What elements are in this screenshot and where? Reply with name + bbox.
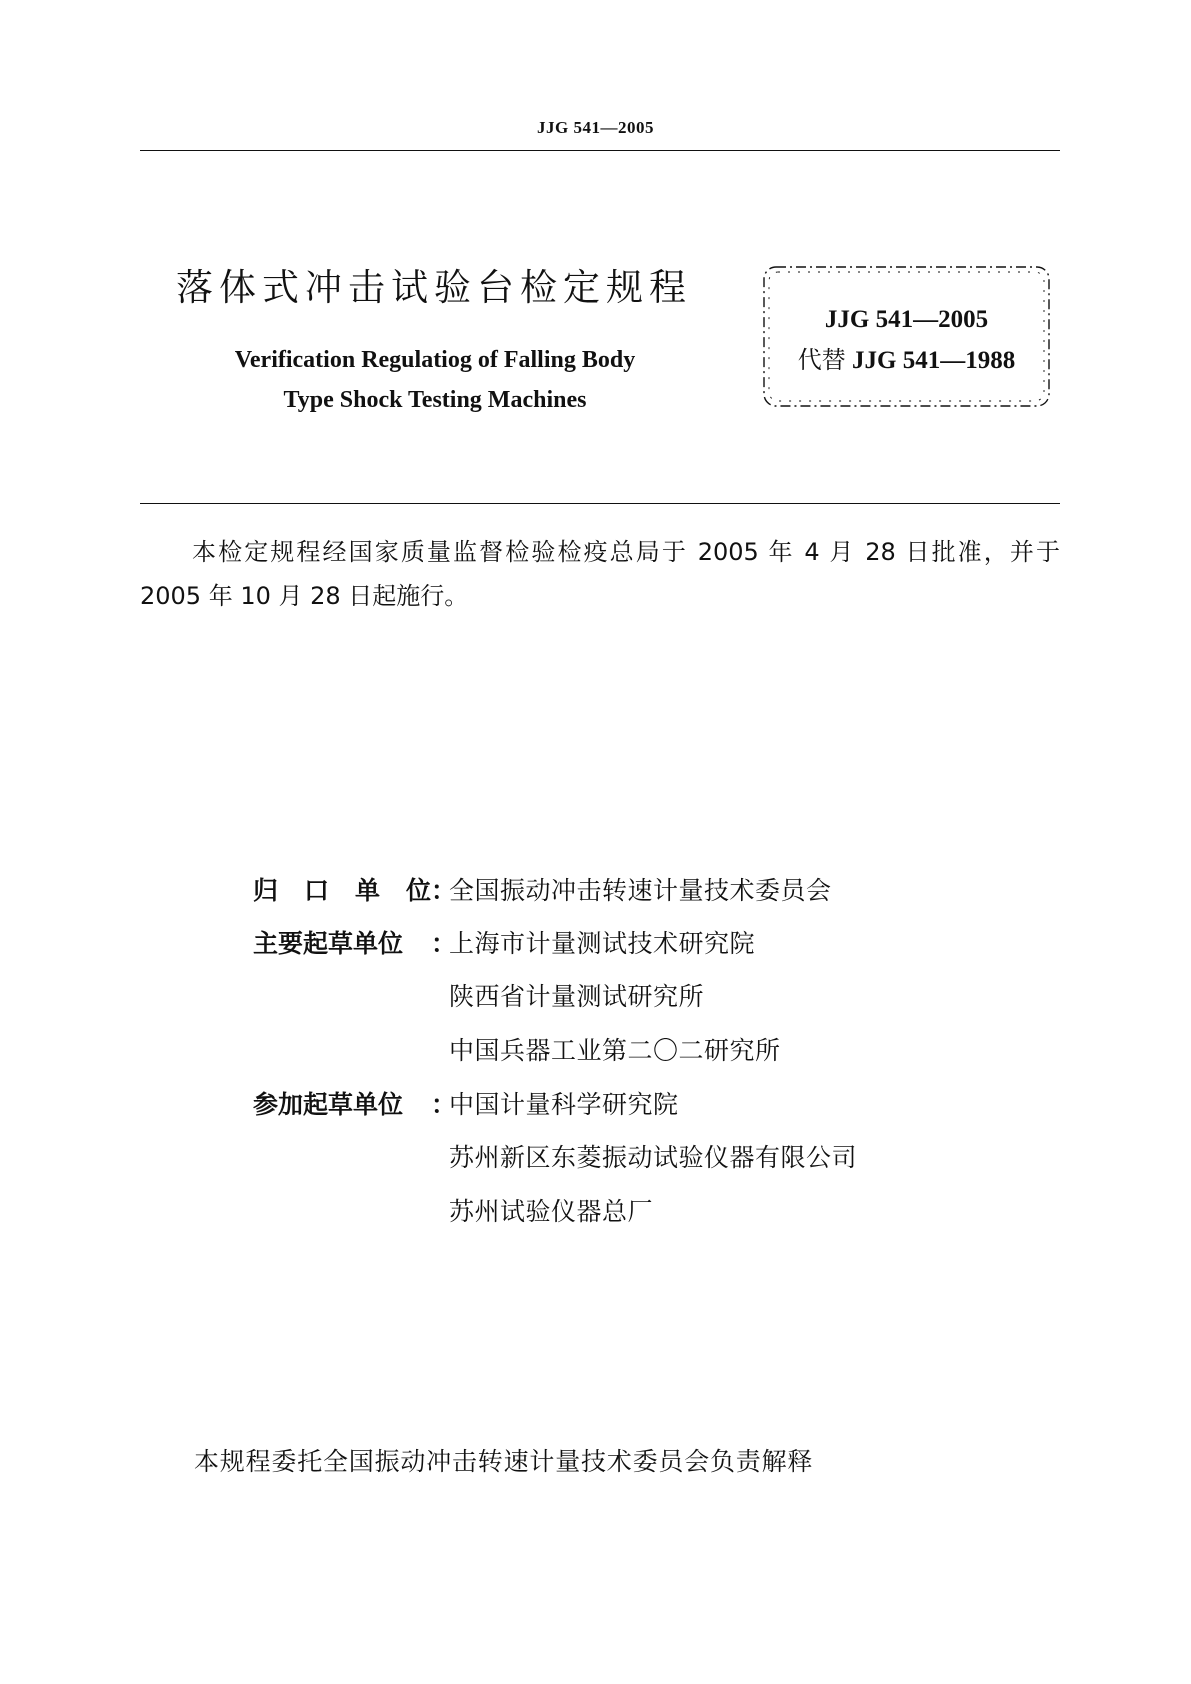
main-drafting-unit: 中国兵器工业第二〇二研究所 bbox=[449, 1036, 781, 1065]
label-colon: ： bbox=[431, 876, 457, 905]
main-drafting-unit: 上海市计量测试技术研究院 bbox=[449, 929, 756, 958]
header-rule bbox=[140, 150, 1060, 151]
main-drafting-row bbox=[253, 922, 755, 962]
main-drafting-unit: 陕西省计量测试研究所 bbox=[449, 982, 705, 1011]
participating-drafting-unit: 中国计量科学研究院 bbox=[449, 1090, 679, 1119]
participating-drafting-unit: 苏州新区东菱振动试验仪器有限公司 bbox=[449, 1143, 858, 1172]
main-drafting-unit-row bbox=[449, 1029, 781, 1069]
label-char: 口 bbox=[303, 876, 329, 905]
approval-statement bbox=[140, 530, 1060, 618]
label-colon: ： bbox=[431, 929, 457, 958]
interpretation-note: 本规程委托全国振动冲击转速计量技术委员会负责解释 bbox=[194, 1447, 814, 1476]
chinese-title: 落体式冲击试验台检定规程 bbox=[176, 266, 692, 309]
label-char: 位 bbox=[405, 876, 431, 905]
code-box-text bbox=[761, 300, 1052, 381]
participating-drafting-row bbox=[253, 1083, 679, 1123]
main-drafting-label: 主要起草单位 bbox=[253, 929, 404, 958]
english-title-line-2: Type Shock Testing Machines bbox=[283, 387, 587, 413]
main-drafting-unit-row bbox=[449, 975, 704, 1015]
responsible-unit-label bbox=[253, 871, 431, 907]
participating-drafting-unit: 苏州试验仪器总厂 bbox=[449, 1197, 654, 1226]
replaces-line bbox=[761, 340, 1052, 381]
label-char: 单 bbox=[354, 876, 380, 905]
participating-drafting-unit-row bbox=[449, 1136, 857, 1176]
responsible-unit-value: 全国振动冲击转速计量技术委员会 bbox=[449, 876, 832, 905]
standard-code-box bbox=[761, 264, 1052, 409]
replaced-standard-number: JJG 541—1988 bbox=[852, 347, 1016, 374]
label-char: 归 bbox=[253, 876, 279, 905]
approval-text: 本检定规程经国家质量监督检验检疫总局于 2005 年 4 月 28 日批准，并于 2005 年 10 月 28 日起施行。 bbox=[140, 538, 1060, 610]
participating-drafting-label: 参加起草单位 bbox=[253, 1090, 404, 1119]
standard-number: JJG 541—2005 bbox=[824, 306, 989, 333]
replaces-prefix: 代替 bbox=[797, 346, 846, 374]
section-rule bbox=[140, 503, 1060, 504]
responsible-unit-row bbox=[253, 869, 832, 909]
english-title bbox=[180, 340, 690, 420]
english-title-line-1: Verification Regulatiog of Falling Body bbox=[234, 347, 636, 373]
label-colon: ： bbox=[431, 1090, 457, 1119]
running-header-doc-number: JJG 541—2005 bbox=[537, 118, 654, 137]
participating-drafting-unit-row bbox=[449, 1190, 653, 1230]
